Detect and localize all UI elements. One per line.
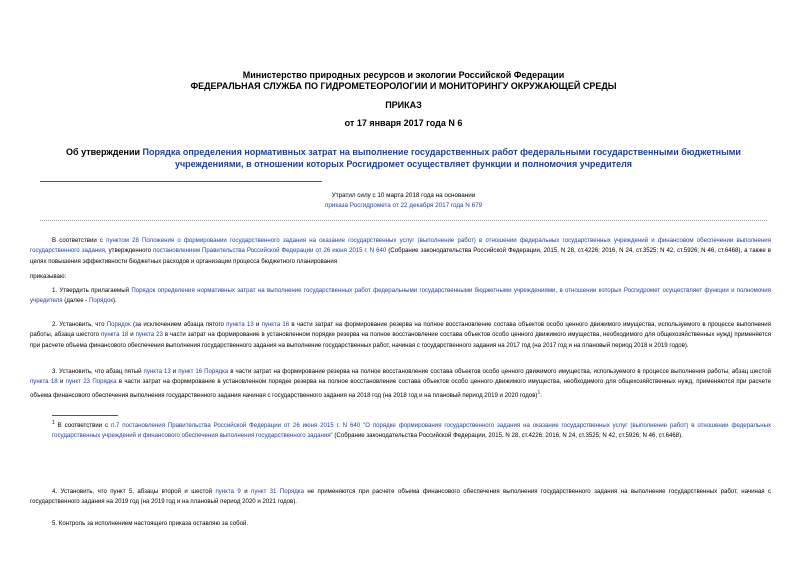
repeal-note-text: Утратил силу с 10 марта 2018 года на основании bbox=[331, 192, 476, 199]
repeal-note-link[interactable]: приказа Росгидромета от 22 декабря 2017 года N 679 bbox=[324, 202, 483, 209]
paragraph-item-4: 4. Установить, что пункт 5, абзацы второй и шестой пункта 9 и пункт 31 Порядка не применяются при расчете объема финансового обеспечения выполнения государственного задания на выполнение государственных работ, начиная с государственного задания на 2019 год (на 2019 год и на плановый период 2020 и 2021 годов). bbox=[30, 488, 772, 506]
link-point-13-b[interactable]: пункта 13 bbox=[143, 368, 171, 375]
ministry-name: Министерство природных ресурсов и экологии Российской Федерации bbox=[242, 70, 565, 80]
link-point-23-procedure[interactable]: пункт 23 Порядка bbox=[65, 378, 117, 386]
document-date: от 17 января 2017 года N 6 bbox=[344, 118, 463, 128]
link-resolution-640[interactable]: постановлением Правительства Российской Федерации от 26 июня 2015 г. N 640 bbox=[153, 247, 387, 255]
link-footnote-resolution[interactable]: п.7 постановления Правительства Российской Федерации от 26 июня 2015 г. N 640 "О порядке формирования государственного задания на оказание государственных услуг (выполнение работ) в отношении федеральных государственных учреждений и финансового обеспечения выполнения государственного задания" bbox=[52, 422, 771, 440]
service-name: ФЕДЕРАЛЬНАЯ СЛУЖБА ПО ГИДРОМЕТЕОРОЛОГИИ И МОНИТОРИНГУ ОКРУЖАЮЩЕЙ СРЕДЫ bbox=[190, 81, 617, 91]
footnote-mark: 1 bbox=[52, 420, 55, 426]
document-type: ПРИКАЗ bbox=[385, 100, 422, 110]
link-procedure[interactable]: Порядок определения нормативных затрат на выполнение государственных работ федеральными государственными бюджетными учреждениями, в отношении которых Росгидромет осуществляет функции и полномочия учредителя bbox=[30, 287, 771, 305]
link-point-31-procedure[interactable]: пункт 31 Порядка bbox=[251, 488, 304, 495]
paragraph-item-1: 1. Утвердить прилагаемый Порядок определения нормативных затрат на выполнение государственных работ федеральными государственными бюджетными учреждениями, в отношении которых Росгидромет осуществляет функции и полномочия учредителя (далее - Порядок). bbox=[30, 287, 771, 305]
title-link-line1[interactable]: Порядка определения нормативных затрат на выполнение государственных работ федеральными государственными бюджетными bbox=[142, 147, 741, 157]
link-procedure-short[interactable]: Порядок bbox=[89, 297, 114, 305]
link-clause-28[interactable]: пунктом 28 Положения о формировании государственного задания на оказание государственных услуг (выполнение работ) в отношении федеральных государственных учреждений и финансовом обеспечении выполнения государственного задания bbox=[30, 237, 771, 255]
link-point-23[interactable]: пункта 23 bbox=[135, 331, 163, 339]
link-point-16-procedure[interactable]: пункт 16 Порядка bbox=[178, 368, 229, 375]
paragraph-item-3: 3. Установить, что абзац пятый пункта 13 и пункт 16 Порядка в части затрат на формирование резерва на полное восстановление состава объектов особо ценного движимого имущества, используемого в процессе выполнения работы, абзац шестой пункта 18 и пункт 23 Порядка в части затрат на формирование в установленном порядке резерва на полное восстановление состава объектов особо ценного движимого имущества, необходимого для общехозяйственных нужд, применяются при расчете объема финансового обеспечения выполнения государственного задания начиная с государственного задания на 2018 год (на 2018 год и на плановый период 2019 и 2020 годов)$^1$. bbox=[30, 368, 772, 399]
title-link-line2[interactable]: учреждениями, в отношении которых Росгидромет осуществляет функции и полномочия учредителя bbox=[174, 159, 633, 169]
link-point-18[interactable]: пункта 18 bbox=[100, 331, 129, 339]
footnote-separator bbox=[52, 415, 118, 416]
document-title bbox=[40, 146, 767, 170]
paragraph-item-2: 2. Установить, что Порядок (за исключением абзаца пятого пункта 13 и пункта 16 в части затрат на формирование резерва на полное восстановление состава объектов особо ценного движимого имущества, используемого в процессе выполнения работы, абзаца шестого пункта 18 и пункта 23 в части затрат на формирование в установленном порядке резерва на полное восстановление состава объектов особо ценного движимого имущества, необходимого для общехозяйственных нужд) применяется при расчете объема финансового обеспечения выполнения государственного задания на выполнение государственных работ, начиная с государственного задания на 2017 год (на 2017 год и на плановый период 2018 и 2019 годов). bbox=[30, 321, 772, 349]
dotted-separator bbox=[40, 220, 767, 221]
link-point-18-b[interactable]: пункта 18 bbox=[30, 378, 58, 386]
paragraph-preamble: В соответствии с пунктом 28 Положения о формировании государственного задания на оказание государственных услуг (выполнение работ) в отношении федеральных государственных учреждений и финансовом обеспечении выполнения государственного задания, утвержденного постановлением Правительства Российской Федерации от 26 июня 2015 г. N 640 (Собрание законодательства Российской Федерации, 2015, N 28, ст.4226; 2016, N 24, ст.3525; N 42, ст.5926; N 46, ст.6468), а также в целях повышения эффективности бюджетных расходов и организации процесса бюджетного планирования bbox=[30, 237, 772, 265]
title-prefix: Об утверждении bbox=[66, 147, 143, 157]
order-word: приказываю: bbox=[30, 273, 67, 280]
paragraph-item-5: 5. Контроль за исполнением настоящего приказа оставляю за собой. bbox=[52, 520, 249, 527]
footnote: $^1$ В соответствии с п.7 постановления Правительства Российской Федерации от 26 июня 2015 г. N 640 "О порядке формирования государственного задания на оказание государственных услуг (выполнение работ) в отношении федеральных государственных учреждений и финансового обеспечения выполнения государственного задания" (Собрание законодательства Российской Федерации, 2015, N 28, ст.4226; 2016, N 24, ст.3525; N 42, ст.5926; N 46, ст.6468). bbox=[52, 420, 771, 440]
separator-line bbox=[40, 181, 322, 182]
link-procedure-2[interactable]: Порядок bbox=[106, 321, 131, 328]
link-point-16[interactable]: пункта 16 bbox=[261, 321, 290, 328]
link-point-13[interactable]: пункта 13 bbox=[226, 321, 254, 328]
repeal-note bbox=[200, 191, 607, 211]
footnote-ref[interactable]: 1 bbox=[537, 389, 541, 396]
link-point-9[interactable]: пункта 9 bbox=[215, 488, 241, 495]
